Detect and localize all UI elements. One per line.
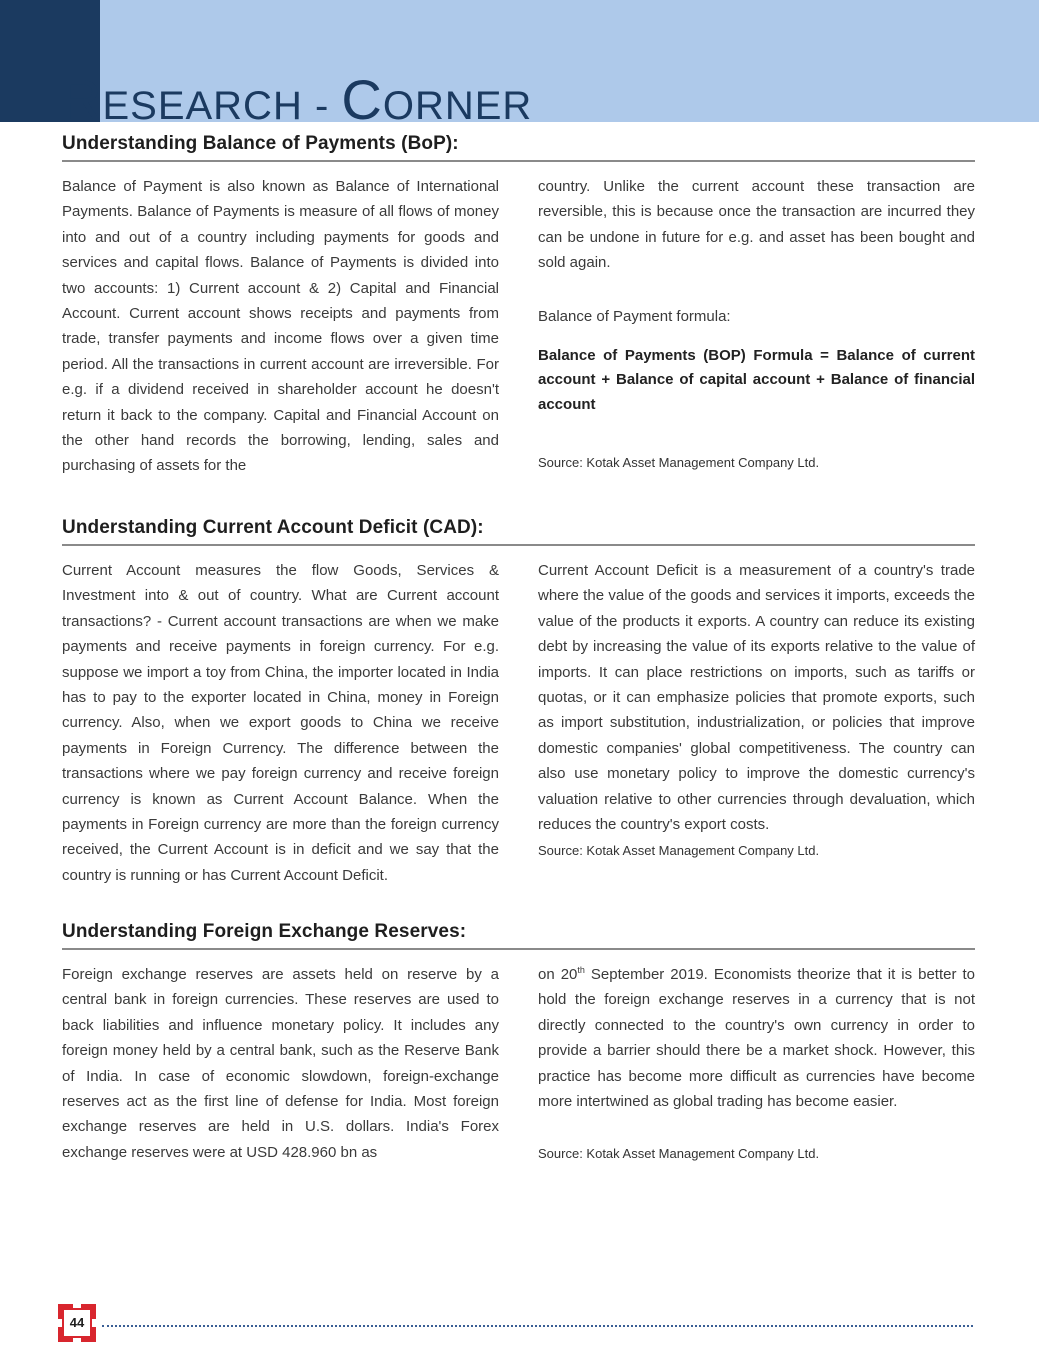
date-prefix: on 20 [538, 966, 578, 983]
section-heading: Understanding Foreign Exchange Reserves: [62, 918, 975, 950]
page-number: 44 [64, 1310, 90, 1336]
source-note: Source: Kotak Asset Management Company Ltd. [538, 455, 820, 471]
section-heading: Understanding Balance of Payments (BoP): [62, 130, 975, 162]
body-paragraph: Current Account Deficit is a measurement of a country's trade where the value of the goods and services it imports, exceeds the value of the products it exports. A country can reduce its existing debt by increasing the value of its exports relative to the value of imports. It can place restrictions on imports, such as tariffs or quotas, or it can emphasize policies that promote exports, such as import substitution, industrialization, or policies that improve domestic companies' global competitiveness. The country can also use monetary policy to improve the domestic currency's valuation relative to other currencies through devaluation, which reduces the country's export costs. [538, 562, 975, 834]
ordinal-suffix: th [577, 965, 585, 975]
title-rest-2: ORNER [382, 84, 533, 128]
column-right [538, 174, 975, 473]
page-title [61, 68, 533, 131]
body-paragraph: country. Unlike the current account these transaction are reversible, this is because once the transaction are incurred they can be undone in future for e.g. and asset has been bought and sold again. [538, 178, 975, 272]
section-bop [62, 130, 975, 475]
section-cad [62, 514, 975, 884]
title-rest-1: ESEARCH - [102, 84, 342, 128]
column-right [538, 962, 975, 1164]
page-number-badge [58, 1304, 96, 1342]
title-initial-1: R [61, 68, 103, 131]
section-forex-reserves [62, 918, 975, 1162]
formula-text: Balance of Payments (BOP) Formula = Balance of current account + Balance of capital account + Balance of financial account [538, 346, 975, 413]
column-left [62, 962, 499, 1165]
footer-dotted-rule [102, 1325, 973, 1327]
title-initial-2: C [341, 68, 383, 131]
formula-label: Balance of Payment formula: [538, 307, 731, 325]
section-heading: Understanding Current Account Deficit (CAD): [62, 514, 975, 546]
column-right [538, 558, 975, 861]
source-note: Source: Kotak Asset Management Company Ltd. [538, 843, 820, 859]
column-left [62, 558, 499, 888]
column-left [62, 174, 499, 479]
source-note: Source: Kotak Asset Management Company Ltd. [538, 1146, 820, 1162]
body-paragraph: Foreign exchange reserves are assets held on reserve by a central bank in foreign currencies. These reserves are used to back liabilities and influence monetary policy. It includes any foreign money held by a central bank, such as the Reserve Bank of India. In case of economic slowdown, foreign-exchange reserves act as the first line of defense for India. Most foreign exchange reserves are held in U.S. dollars. India's Forex exchange reserves were at USD 428.960 bn as [62, 966, 499, 1161]
body-paragraph: Current Account measures the flow Goods, Services & Investment into & out of country. What are Current account transactions? - Current account transactions are when we make payments and receive payments in foreign currency. For e.g. suppose we import a toy from China, the importer located in India has to pay to the exporter located in China, money in Foreign currency. Also, when we export goods to China we receive payments in Foreign Currency. The difference between the transactions where we pay foreign currency and receive foreign currency is known as Current Account Balance. When the payments in Foreign currency are more than the foreign currency received, the Current Account is in deficit and we say that the country is running or has Current Account Deficit. [62, 562, 499, 884]
body-paragraph: Balance of Payment is also known as Balance of International Payments. Balance of Payments is measure of all flows of money into and out of a country including payments for goods and services and capital flows. Balance of Payments is divided into two accounts: 1) Current account & 2) Capital and Financial Account. Current account shows receipts and payments from trade, transfer payments and income flows over a given time period. All the transactions in current account are irreversible. For e.g. if a dividend received in shareholder account he doesn't return it back to the company. Capital and Financial Account on the other hand records the borrowing, lending, sales and purchasing of assets for the [62, 178, 499, 475]
body-text: September 2019. Economists theorize that it is better to hold the foreign exchange reserves in a currency that is not directly connected to the country's own currency in order to provide a barrier should there be a market shock. However, this practice has become more difficult as currencies have become more intertwined as global trading has become easier. [538, 966, 975, 1111]
body-paragraph [538, 962, 975, 1114]
